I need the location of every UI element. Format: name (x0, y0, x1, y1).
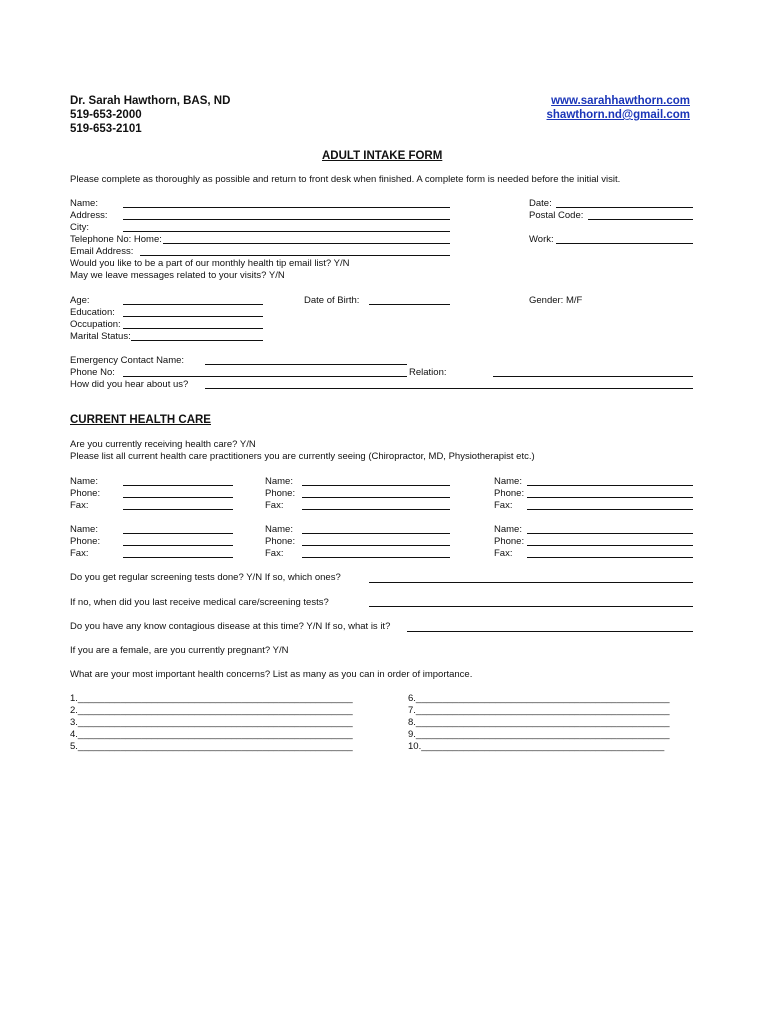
email-address-field[interactable] (140, 255, 450, 256)
concern-9[interactable]: 9.________________________________________________ (408, 729, 670, 740)
practitioner-1-fax-label: Fax: (70, 500, 89, 511)
pregnant-question: If you are a female, are you currently pregnant? Y/N (70, 645, 289, 656)
practitioner-4-phone-label: Phone: (70, 536, 101, 547)
concern-3[interactable]: 3.____________________________________________________ (70, 717, 353, 728)
practitioner-1-fax-field[interactable] (123, 509, 233, 510)
heard-about-field[interactable] (205, 388, 693, 389)
concern-8[interactable]: 8.________________________________________________ (408, 717, 670, 728)
marital-status-label: Marital Status: (70, 331, 131, 342)
practitioners-instruction: Please list all current health care practitioners you are currently seeing (Chiropractor, MD, Physiotherapist etc.) (70, 451, 535, 462)
concern-6[interactable]: 6.________________________________________________ (408, 693, 670, 704)
practitioner-6-name-field[interactable] (527, 533, 693, 534)
name-field[interactable] (123, 207, 450, 208)
dob-field[interactable] (369, 304, 450, 305)
practitioner-1-name-label: Name: (70, 476, 98, 487)
education-field[interactable] (123, 316, 263, 317)
practitioner-2-phone-field[interactable] (302, 497, 450, 498)
occupation-label: Occupation: (70, 319, 121, 330)
occupation-field[interactable] (123, 328, 263, 329)
practitioner-3-fax-field[interactable] (527, 509, 693, 510)
name-label: Name: (70, 198, 98, 209)
phone-secondary: 519-653-2101 (70, 123, 142, 135)
practitioner-4-name-label: Name: (70, 524, 98, 535)
city-field[interactable] (123, 231, 450, 232)
practitioner-6-fax-label: Fax: (494, 548, 513, 559)
practitioner-5-phone-field[interactable] (302, 545, 450, 546)
screening-question: Do you get regular screening tests done? Y/N If so, which ones? (70, 572, 341, 583)
age-label: Age: (70, 295, 90, 306)
practitioner-3-phone-label: Phone: (494, 488, 525, 499)
form-instructions: Please complete as thoroughly as possible and return to front desk when finished. A complete form is needed before the initial visit. (70, 174, 621, 185)
postal-code-field[interactable] (588, 219, 693, 220)
concern-5[interactable]: 5.____________________________________________________ (70, 741, 353, 752)
practitioner-1-phone-field[interactable] (123, 497, 233, 498)
practitioner-2-phone-label: Phone: (265, 488, 296, 499)
gender-label: Gender: M/F (529, 295, 583, 306)
education-label: Education: (70, 307, 115, 318)
practitioner-2-name-field[interactable] (302, 485, 450, 486)
address-label: Address: (70, 210, 108, 221)
dob-label: Date of Birth: (304, 295, 360, 306)
practitioner-4-phone-field[interactable] (123, 545, 233, 546)
concern-1[interactable]: 1.____________________________________________________ (70, 693, 353, 704)
date-field[interactable] (556, 207, 693, 208)
practitioner-3-name-field[interactable] (527, 485, 693, 486)
marital-status-field[interactable] (131, 340, 263, 341)
practitioner-3-phone-field[interactable] (527, 497, 693, 498)
relation-field[interactable] (493, 376, 693, 377)
practitioner-4-fax-field[interactable] (123, 557, 233, 558)
practitioner-6-phone-label: Phone: (494, 536, 525, 547)
practitioner-4-name-field[interactable] (123, 533, 233, 534)
work-phone-field[interactable] (556, 243, 693, 244)
practitioner-5-fax-field[interactable] (302, 557, 450, 558)
practitioner-2-fax-label: Fax: (265, 500, 284, 511)
email-link[interactable]: shawthorn.nd@gmail.com (546, 109, 690, 121)
date-label: Date: (529, 198, 552, 209)
age-field[interactable] (123, 304, 263, 305)
postal-code-label: Postal Code: (529, 210, 584, 221)
last-screening-question: If no, when did you last receive medical care/screening tests? (70, 597, 329, 608)
emergency-phone-label: Phone No: (70, 367, 115, 378)
form-title: ADULT INTAKE FORM (322, 150, 443, 162)
emergency-contact-label: Emergency Contact Name: (70, 355, 185, 366)
practitioner-3-name-label: Name: (494, 476, 522, 487)
messages-question: May we leave messages related to your visits? Y/N (70, 270, 285, 281)
practitioner-5-name-field[interactable] (302, 533, 450, 534)
concern-4[interactable]: 4.____________________________________________________ (70, 729, 353, 740)
concern-7[interactable]: 7.________________________________________________ (408, 705, 670, 716)
section-title-health-care: CURRENT HEALTH CARE (70, 414, 211, 426)
practitioner-5-name-label: Name: (265, 524, 293, 535)
heard-about-label: How did you hear about us? (70, 379, 189, 390)
email-list-question: Would you like to be a part of our monthly health tip email list? Y/N (70, 258, 350, 269)
practitioner-2-name-label: Name: (265, 476, 293, 487)
practitioner-3-fax-label: Fax: (494, 500, 513, 511)
practitioner-6-fax-field[interactable] (527, 557, 693, 558)
telephone-home-field[interactable] (163, 243, 450, 244)
practitioner-5-phone-label: Phone: (265, 536, 296, 547)
telephone-home-label: Telephone No: Home: (70, 234, 162, 245)
relation-label: Relation: (409, 367, 447, 378)
last-screening-field[interactable] (369, 606, 693, 607)
practitioner-2-fax-field[interactable] (302, 509, 450, 510)
phone-primary: 519-653-2000 (70, 109, 142, 121)
email-address-label: Email Address: (70, 246, 134, 257)
practitioner-6-name-label: Name: (494, 524, 522, 535)
practitioner-5-fax-label: Fax: (265, 548, 284, 559)
contagious-field[interactable] (407, 631, 693, 632)
address-field[interactable] (123, 219, 450, 220)
emergency-phone-field[interactable] (123, 376, 407, 377)
doctor-name: Dr. Sarah Hawthorn, BAS, ND (70, 95, 231, 107)
screening-field[interactable] (369, 582, 693, 583)
concern-2[interactable]: 2.____________________________________________________ (70, 705, 353, 716)
emergency-contact-field[interactable] (205, 364, 407, 365)
city-label: City: (70, 222, 89, 233)
practitioner-1-name-field[interactable] (123, 485, 233, 486)
concerns-question: What are your most important health concerns? List as many as you can in order of importance. (70, 669, 473, 680)
practitioner-1-phone-label: Phone: (70, 488, 101, 499)
concern-10[interactable]: 10.______________________________________________ (408, 741, 665, 752)
receiving-care-question: Are you currently receiving health care? Y/N (70, 439, 256, 450)
work-phone-label: Work: (529, 234, 554, 245)
practitioner-4-fax-label: Fax: (70, 548, 89, 559)
website-link[interactable]: www.sarahhawthorn.com (551, 95, 690, 107)
contagious-question: Do you have any know contagious disease at this time? Y/N If so, what is it? (70, 621, 391, 632)
practitioner-6-phone-field[interactable] (527, 545, 693, 546)
